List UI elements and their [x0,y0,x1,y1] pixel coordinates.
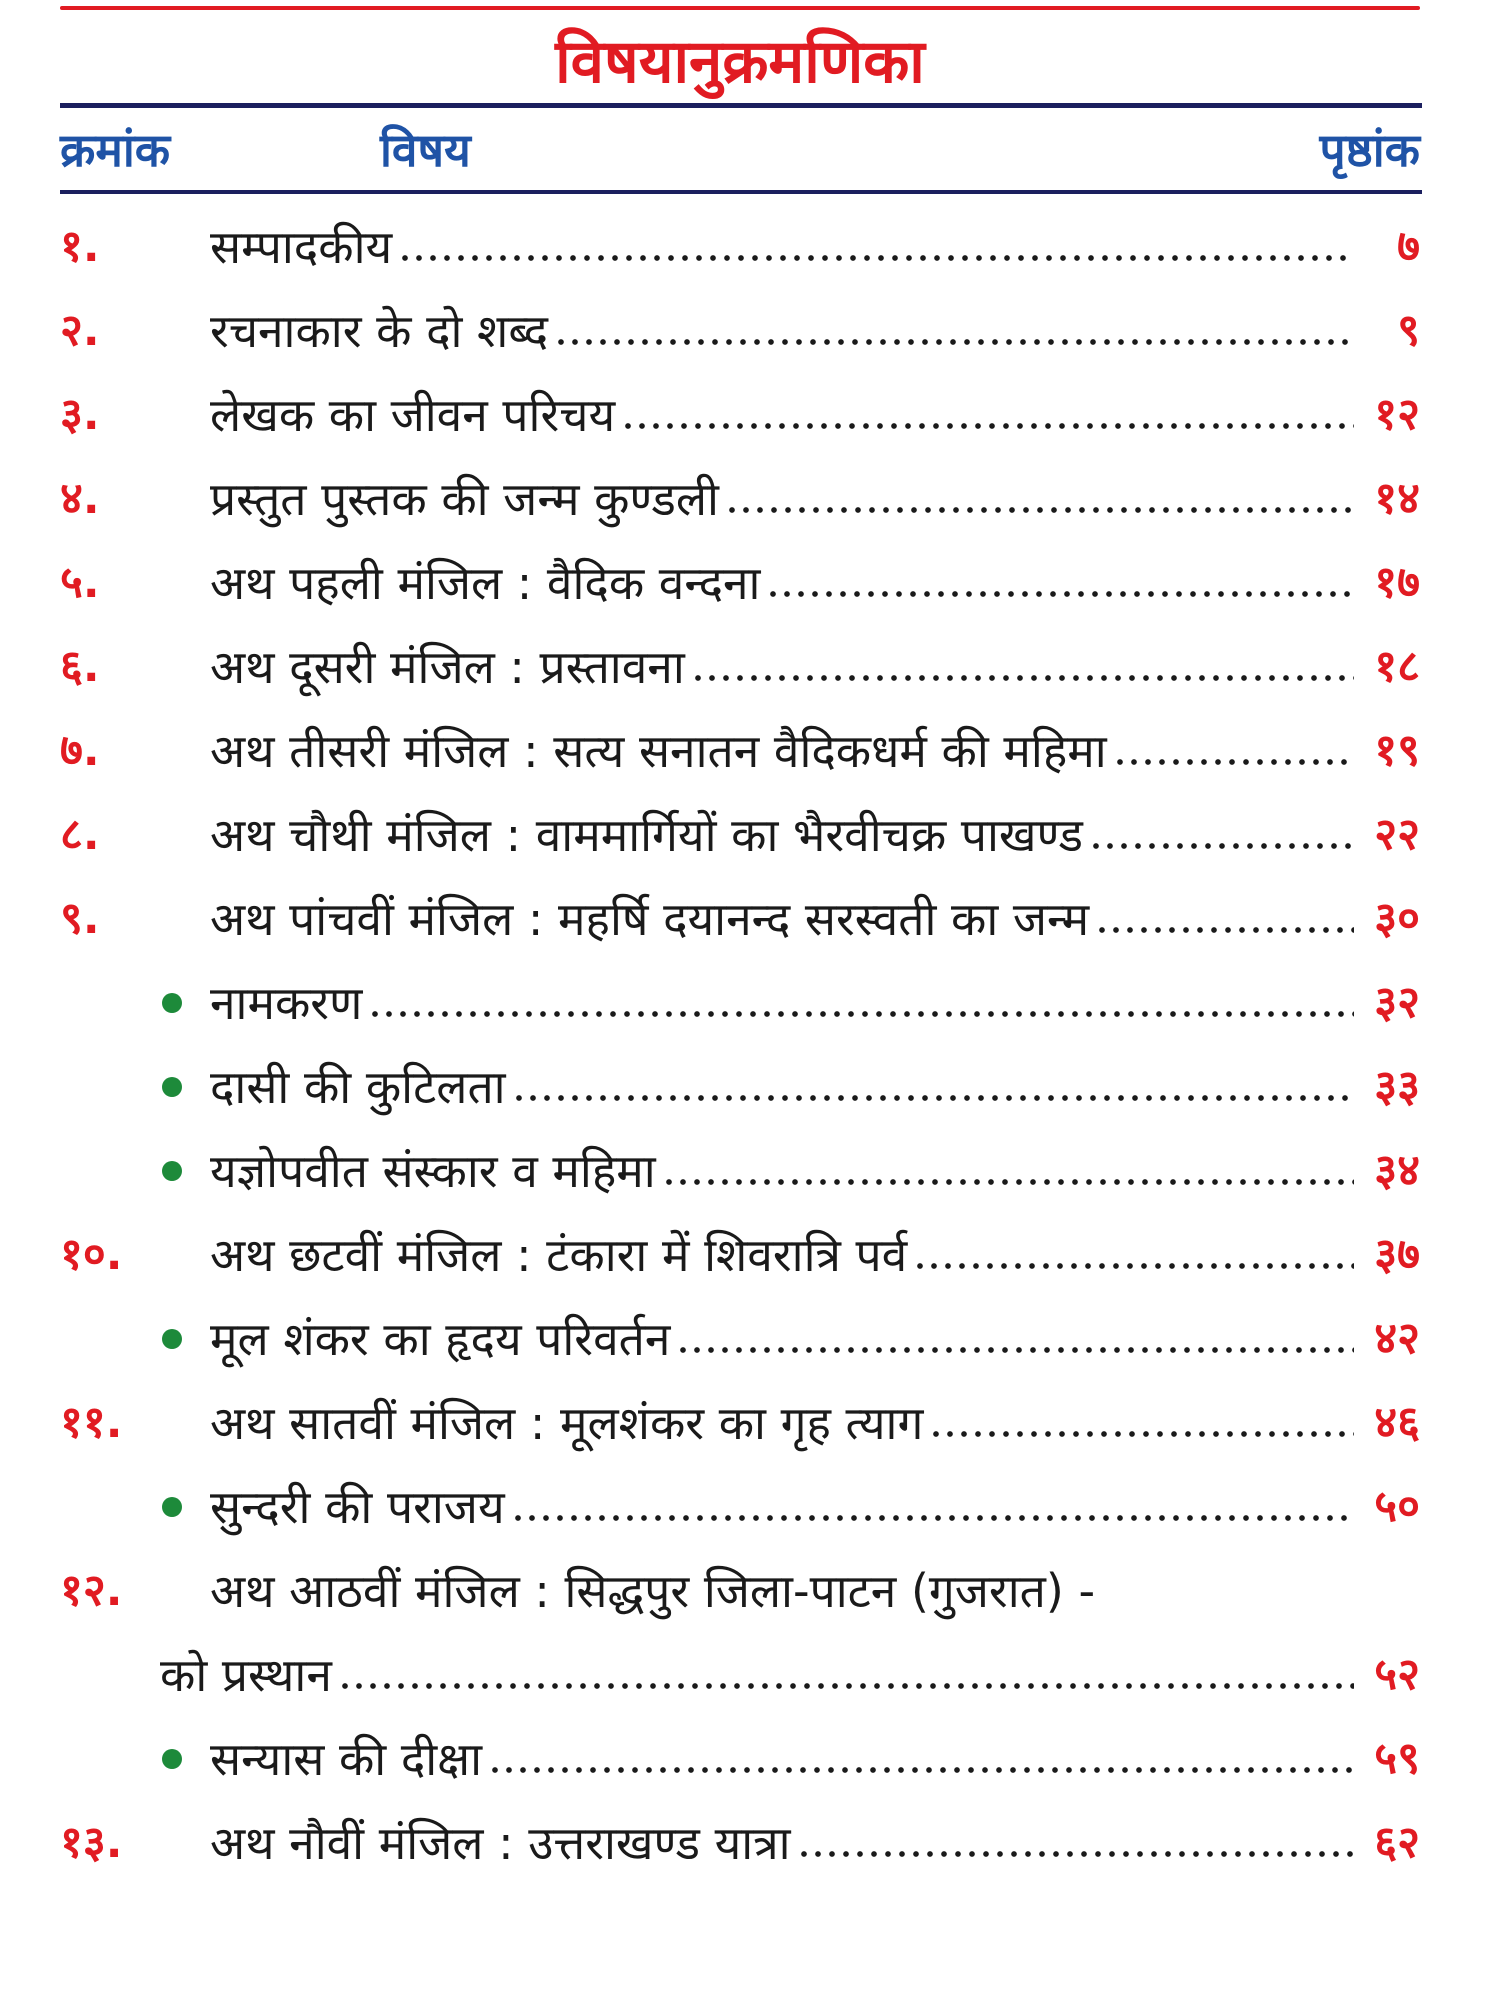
entry-page: ३७ [1374,1229,1420,1280]
entry-title: सुन्दरी की पराजय [210,1480,505,1534]
column-header-subject: विषय [380,123,471,177]
entry-page: ४२ [1374,1313,1420,1364]
entry-title: मूल शंकर का हृदय परिवर्तन [210,1312,671,1366]
toc-entry[interactable] [60,205,1420,289]
toc-subentry[interactable] [60,1045,1420,1129]
entry-title: प्रस्तुत पुस्तक की जन्म कुण्डली [210,472,719,526]
entry-page: ९ [1397,305,1420,356]
entry-title: अथ तीसरी मंजिल : सत्य सनातन वैदिकधर्म की महिमा [210,724,1107,778]
entry-page: १९ [1374,725,1420,776]
toc-entry-continuation[interactable] [60,1633,1420,1717]
toc-entry[interactable] [60,457,1420,541]
entry-title: अथ छटवीं मंजिल : टंकारा में शिवरात्रि पर्व [210,1228,908,1282]
toc-entry[interactable] [60,1801,1420,1885]
entry-serial: ३. [60,389,100,440]
toc-subentry[interactable] [60,961,1420,1045]
top-rule [60,6,1420,10]
entry-title: सम्पादकीय [210,220,393,274]
entry-title: अथ नौवीं मंजिल : उत्तराखण्ड यात्रा [210,1816,791,1870]
dot-leader [691,673,1354,683]
entry-serial: ५. [60,557,100,608]
entry-serial: १०. [60,1229,123,1280]
toc-entry[interactable] [60,289,1420,373]
toc-entry[interactable] [60,373,1420,457]
dot-leader [929,1429,1354,1439]
dot-leader [766,589,1354,599]
bullet-icon [162,1497,182,1517]
dot-leader [511,1513,1354,1523]
toc-subentry[interactable] [60,1129,1420,1213]
entry-serial: ७. [60,725,100,776]
entry-title: लेखक का जीवन परिचय [210,388,616,442]
toc-entry[interactable] [60,1381,1420,1465]
entry-page: ६२ [1374,1817,1420,1868]
entry-page: ३४ [1374,1145,1420,1196]
entry-title: को प्रस्थान [160,1648,332,1702]
bullet-icon [162,1329,182,1349]
dot-leader [676,1345,1354,1355]
entry-title: अथ पहली मंजिल : वैदिक वन्दना [210,556,761,610]
dot-leader [662,1177,1354,1187]
entry-title: अथ चौथी मंजिल : वाममार्गियों का भैरवीचक्र पाखण्ड [210,808,1083,862]
toc-entry[interactable] [60,1549,1420,1633]
toc-entry[interactable] [60,793,1420,877]
dot-leader [1113,757,1354,767]
entry-title: अथ दूसरी मंजिल : प्रस्तावना [210,640,685,694]
entry-serial: १२. [60,1565,123,1616]
toc-entry[interactable] [60,1213,1420,1297]
column-header-serial: क्रमांक [60,123,171,177]
dot-leader [913,1261,1354,1271]
entry-title: सन्यास की दीक्षा [210,1732,483,1786]
page-title: विषयानुक्रमणिका [555,27,925,97]
entry-serial: ४. [60,473,100,524]
dot-leader [725,505,1354,515]
entry-title: अथ सातवीं मंजिल : मूलशंकर का गृह त्याग [210,1396,924,1450]
entry-page: १४ [1374,473,1420,524]
bullet-icon [162,993,182,1013]
column-header-page: पृष्ठांक [1319,123,1420,177]
dot-leader [338,1681,1354,1691]
entry-page: ५९ [1374,1733,1420,1784]
entry-title: यज्ञोपवीत संस्कार व महिमा [210,1144,656,1198]
toc-entry[interactable] [60,877,1420,961]
toc-entry[interactable] [60,709,1420,793]
dot-leader [488,1765,1354,1775]
dot-leader [797,1849,1354,1859]
entry-page: १८ [1374,641,1420,692]
entry-page: ५० [1374,1481,1420,1532]
entry-serial: १३. [60,1817,123,1868]
entry-title: नामकरण [210,976,363,1030]
dot-leader [1089,841,1354,851]
toc-subentry[interactable] [60,1297,1420,1381]
bullet-icon [162,1161,182,1181]
entry-page: ७ [1397,221,1420,272]
dot-leader [1095,925,1354,935]
dot-leader [554,337,1354,347]
entry-serial: १. [60,221,100,272]
entry-title: अथ पांचवीं मंजिल : महर्षि दयानन्द सरस्वती का जन्म [210,892,1090,946]
dot-leader [512,1093,1354,1103]
entry-page: १२ [1374,389,1420,440]
entry-title: रचनाकार के दो शब्द [210,304,549,358]
bullet-icon [162,1077,182,1097]
entry-serial: ८. [60,809,100,860]
dot-leader [621,421,1354,431]
dot-leader [368,1009,1354,1019]
toc-subentry[interactable] [60,1465,1420,1549]
entry-serial: २. [60,305,100,356]
toc-entry[interactable] [60,625,1420,709]
entry-page: ३० [1374,893,1420,944]
toc-list [60,205,1420,1885]
header-rule-top [60,103,1422,108]
entry-page: ५२ [1374,1649,1420,1700]
entry-serial: ११. [60,1397,123,1448]
entry-serial: ९. [60,893,100,944]
entry-title: अथ आठवीं मंजिल : सिद्धपुर जिला-पाटन (गुजरात) - [210,1564,1096,1618]
bullet-icon [162,1749,182,1769]
entry-title: दासी की कुटिलता [210,1060,506,1114]
toc-entry[interactable] [60,541,1420,625]
entry-page: ४६ [1374,1397,1420,1448]
entry-page: ३३ [1374,1061,1420,1112]
toc-subentry[interactable] [60,1717,1420,1801]
entry-serial: ६. [60,641,100,692]
entry-page: २२ [1374,809,1420,860]
entry-page: १७ [1374,557,1420,608]
dot-leader [398,253,1354,263]
header-rule-bottom [60,190,1422,194]
entry-page: ३२ [1374,977,1420,1028]
